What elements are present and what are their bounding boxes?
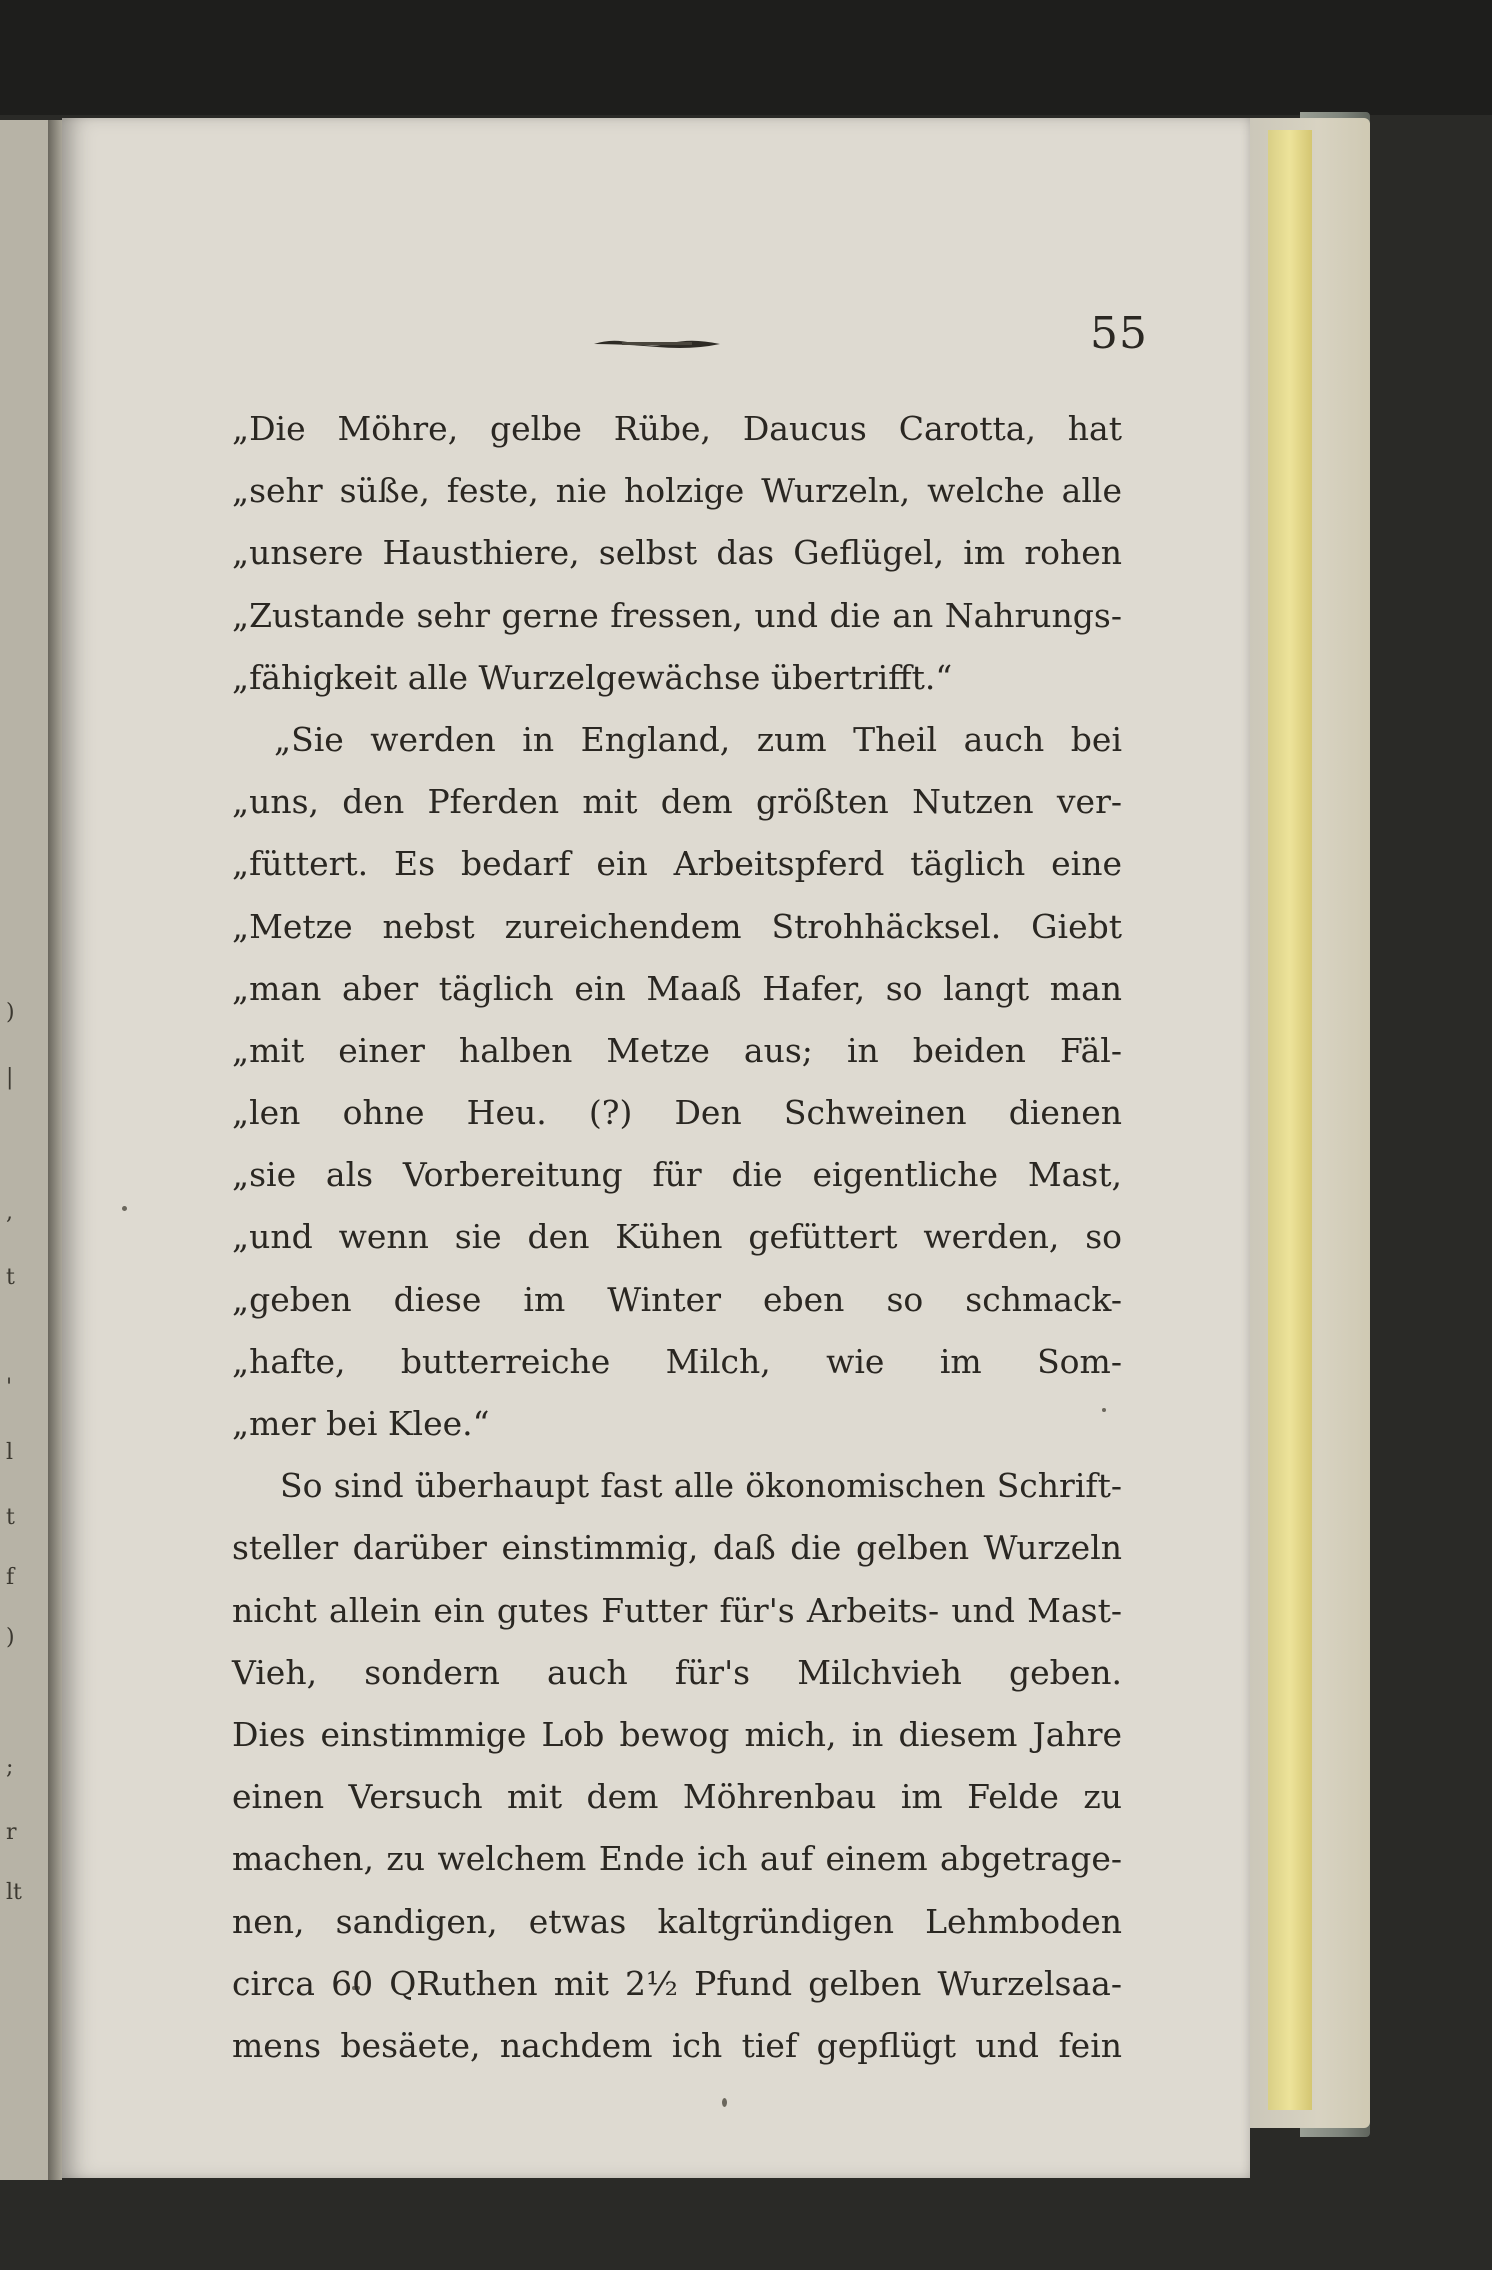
previous-page-edge [0, 120, 52, 2180]
text-line: „Metze nebst zureichendem Strohhäcksel. Giebt [232, 906, 1122, 946]
body-text [232, 398, 1122, 2078]
text-line: „sehr süße, feste, nie holzige Wurzeln, welche alle [232, 471, 1122, 511]
margin-mark: r [6, 1820, 17, 1845]
margin-mark: , [6, 1200, 13, 1225]
margin-mark: ; [6, 1755, 14, 1780]
text-line: Dies einstimmige Lob bewog mich, in diesem Jahre [232, 1714, 1122, 1754]
margin-mark: ) [6, 1000, 15, 1025]
margin-mark: t [6, 1265, 15, 1290]
text-line: „Zustande sehr gerne fressen, und die an Nahrungs- [232, 595, 1122, 635]
dark-background [0, 0, 1492, 115]
text-line: „uns, den Pferden mit dem größten Nutzen ver- [232, 782, 1122, 822]
text-line: „fähigkeit alle Wurzelgewächse übertrifft.“ [232, 657, 953, 697]
text-line: So sind überhaupt fast alle ökonomischen Schrift- [280, 1466, 1122, 1506]
text-line: „len ohne Heu. (?) Den Schweinen dienen [232, 1093, 1122, 1133]
header-ornament-icon [592, 336, 722, 352]
text-line: mens besäete, nachdem ich tief gepflügt und fein [232, 2025, 1122, 2065]
text-line: „und wenn sie den Kühen gefüttert werden, so [232, 1217, 1122, 1257]
paper-speck [722, 2098, 727, 2107]
text-line: „man aber täglich ein Maaß Hafer, so langt man [232, 968, 1122, 1008]
margin-mark: t [6, 1505, 15, 1530]
book-page [62, 118, 1250, 2178]
margin-mark: ) [6, 1625, 15, 1650]
text-line: steller darüber einstimmig, daß die gelben Wurzeln [232, 1528, 1122, 1568]
margin-mark: | [6, 1065, 14, 1090]
text-line: „hafte, butterreiche Milch, wie im Som- [232, 1341, 1122, 1381]
text-line: „Sie werden in England, zum Theil auch bei [274, 719, 1122, 759]
text-line: circa 60 QRuthen mit 2½ Pfund gelben Wurzelsaa- [232, 1963, 1122, 2003]
text-line: „unsere Hausthiere, selbst das Geflügel, im rohen [232, 533, 1122, 573]
margin-mark: lt [6, 1880, 22, 1905]
gilt-page-edge [1268, 130, 1312, 2110]
text-line: „sie als Vorbereitung für die eigentliche Mast, [232, 1155, 1122, 1195]
book-gutter [48, 120, 62, 2180]
text-line: „Die Möhre, gelbe Rübe, Daucus Carotta, hat [232, 409, 1122, 448]
text-line: „mer bei Klee.“ [232, 1404, 490, 1443]
text-line: machen, zu welchem Ende ich auf einem abgetrage- [232, 1839, 1122, 1879]
text-line: nen, sandigen, etwas kaltgründigen Lehmboden [232, 1901, 1122, 1941]
text-line: „füttert. Es bedarf ein Arbeitspferd täglich eine [232, 844, 1122, 884]
text-line: Vieh, sondern auch für's Milchvieh geben. [232, 1652, 1122, 1692]
text-line: „geben diese im Winter eben so schmack- [232, 1279, 1122, 1319]
margin-mark: f [6, 1565, 15, 1590]
text-line: „mit einer halben Metze aus; in beiden Fäl- [232, 1030, 1122, 1070]
text-line: nicht allein ein gutes Futter für's Arbeits- und Mast- [232, 1590, 1122, 1630]
paper-speck [122, 1206, 127, 1211]
margin-mark: ' [6, 1375, 13, 1400]
margin-mark: l [6, 1440, 14, 1465]
page-number: 55 [1090, 308, 1148, 359]
text-line: einen Versuch mit dem Möhrenbau im Felde zu [232, 1777, 1122, 1817]
